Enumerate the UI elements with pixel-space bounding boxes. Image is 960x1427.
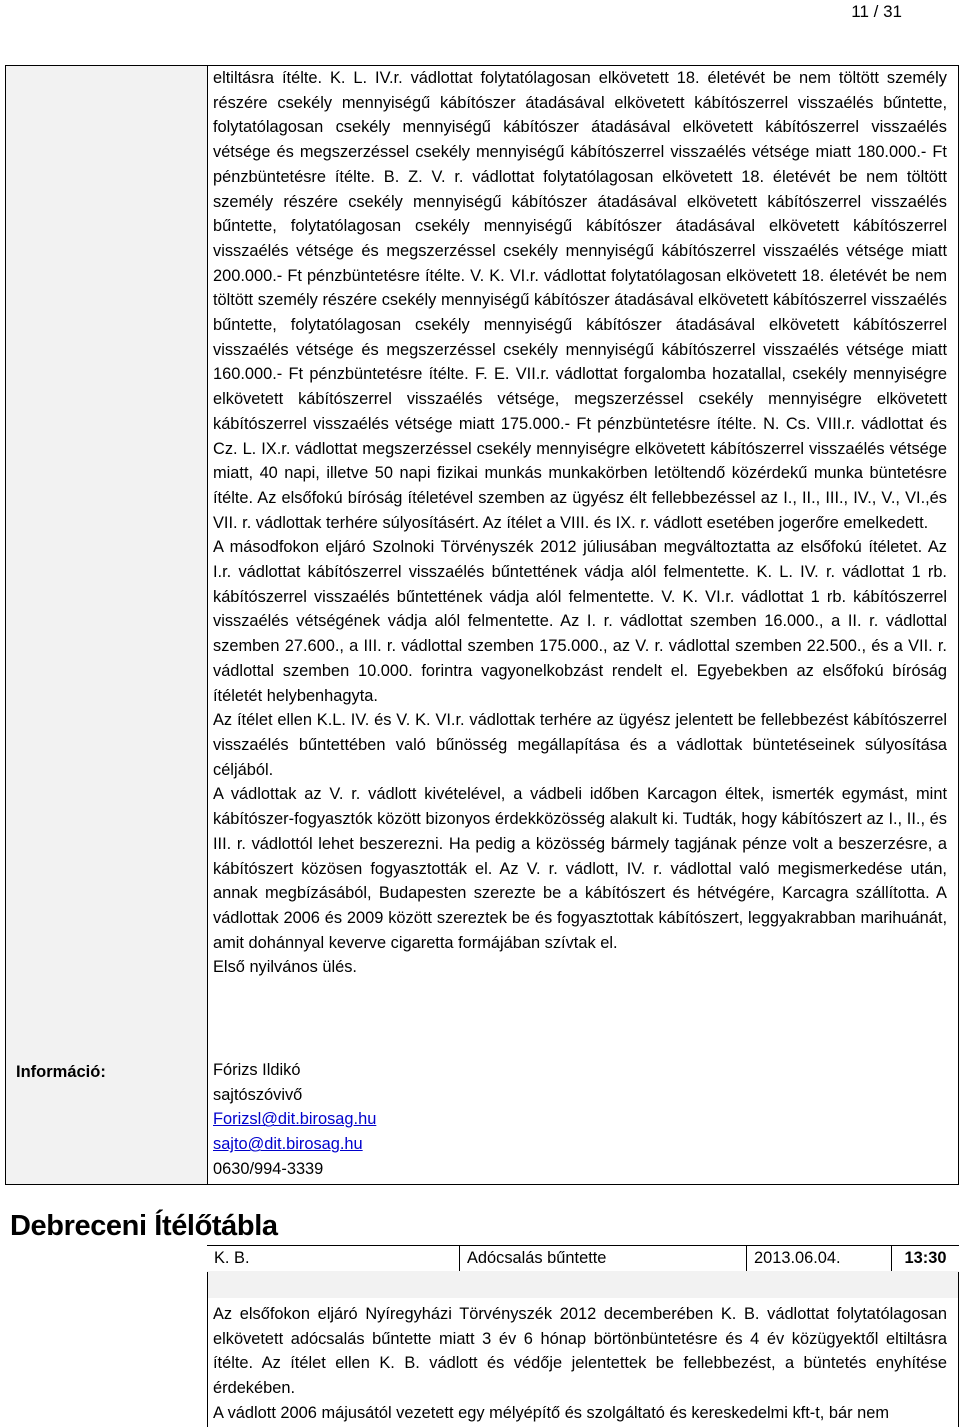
case-date: 2013.06.04. xyxy=(746,1246,891,1271)
contact-role: sajtószóvivő xyxy=(213,1085,303,1104)
page-number: 11 / 31 xyxy=(851,2,902,21)
info-body-text xyxy=(213,66,947,980)
info-label: Információ: xyxy=(16,1063,106,1081)
info-table xyxy=(5,65,959,1185)
contact-email-link[interactable]: Forizsl@dit.birosag.hu xyxy=(213,1110,377,1129)
paragraph: Az elsőfokon eljáró Nyíregyházi Törvényszék 2012 decemberében K. B. vádlottat folytatólagosan elkövetett adócsalás bűntette miatt 3 év 6 hónap börtönbüntetésre és 4 év közügyektől eltiltásra ítélte. Az ítélet ellen K. B. vádlott és védője jelentettek be fellebbezést, a büntetés enyhítése érdekében. xyxy=(213,1305,947,1398)
case-initials: K. B. xyxy=(214,1249,250,1267)
case-offense: Adócsalás bűntette xyxy=(459,1246,746,1271)
label-column xyxy=(6,66,208,1184)
contact-name: Fórizs Ildikó xyxy=(213,1061,301,1079)
paragraph: eltiltásra ítélte. K. L. IV.r. vádlottat folytatólagosan elkövetett 18. életévét be nem töltött személy részére csekély mennyiségű kábítószer átadásával elkövetett kábítószerrel visszaélés bűntette, folytatólagosan csekély mennyiségű kábítószer átadásával elkövetett kábítószerrel visszaélés vétsége és megszerzéssel csekély mennyiségű kábítószerrel visszaélés vétsége miatt 180.000.- Ft pénzbüntetésre ítélte. B. Z. V. r. vádlottat folytatólagosan elkövetett 18. életévét be nem töltött személy részére csekély mennyiségű kábítószer átadásával elkövetett kábítószerrel visszaélés bűntette, folytatólagosan csekély mennyiségű kábítószer átadásával elkövetett kábítószerrel visszaélés vétsége és megszerzéssel csekély mennyiségű kábítószerrel visszaélés vétsége miatt 200.000.- Ft pénzbüntetésre ítélte. V. K. VI.r. vádlottat folytatólagosan elkövetett 18. életévét be nem töltött személy részére csekély mennyiségű kábítószer átadásával elkövetett kábítószerrel visszaélés bűntette, folytatólagosan csekély mennyiségű kábítószer átadásával elkövetett kábítószerrel visszaélés vétsége és megszerzéssel csekély mennyiségű kábítószerrel visszaélés vétsége miatt 160.000.- Ft pénzbüntetésre ítélte. F. E. VII.r. vádlottat forgalomba hozatallal, csekély mennyiségre elkövetett kábítószerrel visszaélés vétsége, megszerzéssel csekély mennyiségre elkövetett kábítószerrel visszaélés vétsége miatt 175.000.- Ft pénzbüntetésre ítélte. N. Cs. VIII.r. vádlottat és Cz. L. IX.r. vádlottat megszerzéssel csekély mennyiségre elkövetett kábítószerrel visszaélés vétsége miatt, 40 napi, illetve 50 napi fizikai munkás munkakörben letöltendő közérdekű munka büntetésre ítélte. Az elsőfokú bíróság ítéletével szemben az ügyész élt fellebbezéssel az I., II., III., IV., V., VI.,és VII. r. vádlottak terhére súlyosításért. Az ítélet a VIII. és IX. r. vádlott esetében jogerőre emelkedett. xyxy=(213,69,947,532)
press-email-link[interactable]: sajto@dit.birosag.hu xyxy=(213,1135,363,1154)
contact-block xyxy=(213,1058,947,1182)
court-heading: Debreceni Ítélőtábla xyxy=(10,1210,278,1242)
paragraph: A vádlott 2006 májusától vezetett egy mélyépítő és szolgáltató és kereskedelmi kft-t, bár nem xyxy=(213,1403,890,1422)
case-header-row xyxy=(207,1245,959,1272)
paragraph: Első nyilvános ülés. xyxy=(213,958,357,977)
paragraph: A másodfokon eljáró Szolnoki Törvényszék 2012 júliusában megváltoztatta az elsőfokú ítéletet. Az I.r. vádlottat kábítószerrel visszaélés bűntettének vádja alól felmentette. K. L. IV. r. vádlottat 1 rb. kábítószerrel visszaélés bűntettének vádja alól felmentette. V. K. VI.r. vádlottat 1 rb. kábítószerrel visszaélés vétségének vádja alól felmentette. Az I. r. vádlottat szemben 16.000., a II. r. vádlottal szemben 27.600., a III. r. vádlottal szemben 175.000., az V. r. vádlottal szemben 22.500., és a VII. r. vádlottal szemben 10.000. forintra vagyonelkobzást rendelt el. Egyebekben az elsőfokú bíróság ítéletét helybenhagyta. xyxy=(213,538,947,705)
case-body-text xyxy=(213,1302,947,1426)
paragraph: Az ítélet ellen K.L. IV. és V. K. VI.r. vádlottak terhére az ügyész jelentett be fellebbezést kábítószerrel visszaélés bűntettében való bűnösség megállapítása és a vádlottak büntetéseinek súlyosítása céljából. xyxy=(213,711,947,779)
paragraph: A vádlottak az V. r. vádlott kivételével, a vádbeli időben Karcagon éltek, ismerték egymást, mint kábítószer-fogyasztók között bizonyos érdekközösség alakult ki. Tudták, hogy kábítószert az I., II., és III. r. vádlottól lehet beszerezni. Ha pedig a közösség bármely tagjának pénze volt a beszerzésre, a kábítószert közösen fogyasztották el. Az V. r. vádlott, IV. r. vádlottal való megismerkedése után, annak megbízásából, Budapesten szerezte be a kábítószert és hétvégére, Karcagra szállította. A vádlottak 2006 és 2009 között szereztek be és fogyasztottak kábítószert, leggyakrabban marihuánát, amit dohánnyal keverve cigaretta formájában szívtak el. xyxy=(213,785,947,952)
contact-phone: 0630/994-3339 xyxy=(213,1159,324,1178)
case-time: 13:30 xyxy=(891,1246,959,1271)
